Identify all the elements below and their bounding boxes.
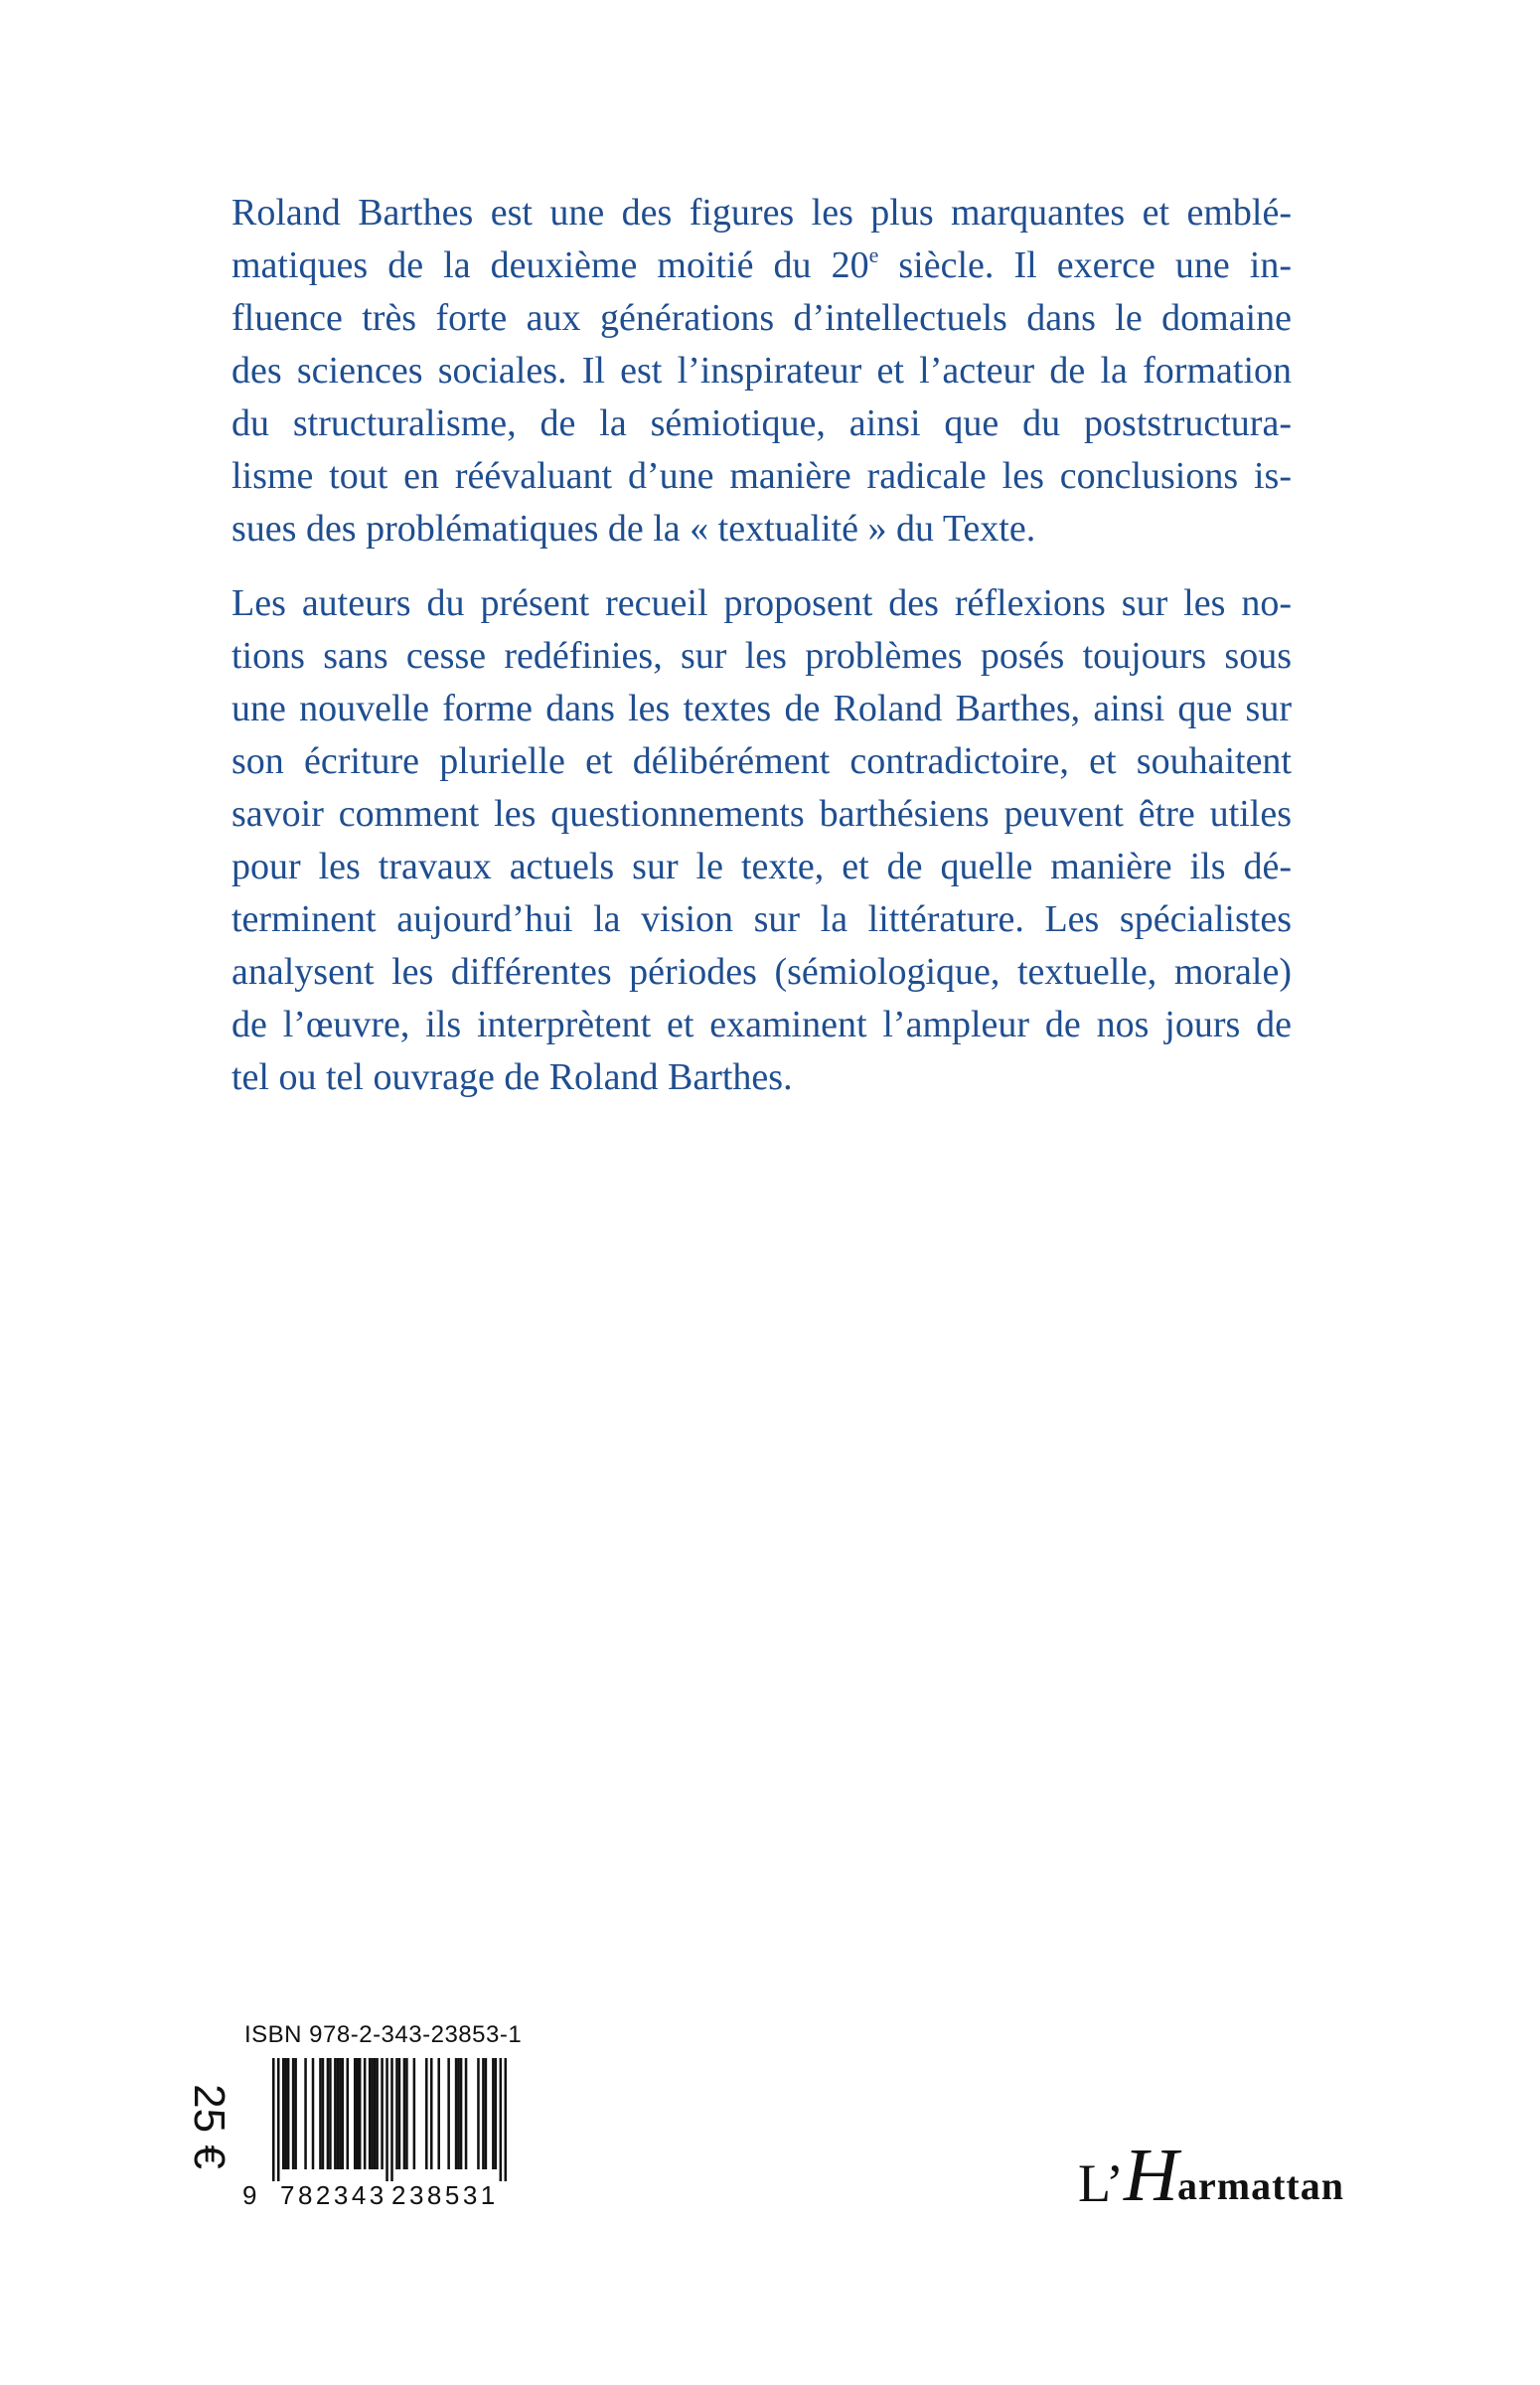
blurb-line: Roland Barthes est une des figures les plus marquantes et emblé- bbox=[231, 192, 1292, 234]
ean-left-group: 782343 bbox=[280, 2180, 387, 2210]
barcode-bar bbox=[282, 2058, 285, 2169]
barcode-bar bbox=[465, 2058, 468, 2169]
blurb-paragraph-1 bbox=[231, 187, 1292, 556]
barcode-bar bbox=[329, 2058, 332, 2169]
barcode-guard-bar bbox=[272, 2058, 275, 2181]
blurb-line: sues des problématiques de la « textualité » du Texte. bbox=[231, 508, 1036, 550]
blurb-line: fluence très forte aux générations d’intellectuels dans le domaine bbox=[231, 297, 1292, 339]
ean-right-group: 238531 bbox=[391, 2180, 499, 2210]
price-label bbox=[179, 2067, 238, 2186]
barcode-bar bbox=[347, 2058, 350, 2169]
barcode-guard-bar bbox=[390, 2058, 393, 2181]
blurb-line bbox=[231, 239, 1292, 292]
barcode-icon bbox=[272, 2058, 507, 2181]
barcode-bar bbox=[457, 2058, 460, 2169]
barcode-bar bbox=[356, 2058, 359, 2169]
publisher-logo bbox=[1078, 2127, 1344, 2217]
blurb-line: du structuralisme, de la sémiotique, ainsi que du poststructura- bbox=[231, 402, 1292, 444]
barcode-bar bbox=[460, 2058, 463, 2169]
barcode-bar bbox=[369, 2058, 372, 2169]
blurb-line: savoir comment les questionnements barthésiens peuvent être utiles bbox=[231, 793, 1292, 835]
barcode-bar bbox=[374, 2058, 377, 2169]
barcode-bar bbox=[403, 2058, 406, 2169]
barcode-bar bbox=[337, 2058, 340, 2169]
barcode-bar bbox=[304, 2058, 307, 2169]
barcode-bar bbox=[287, 2058, 290, 2169]
barcode-bar bbox=[292, 2058, 295, 2169]
barcode-bar bbox=[398, 2058, 401, 2169]
barcode-bar bbox=[364, 2058, 367, 2169]
barcode-bar bbox=[477, 2058, 480, 2169]
blurb-line: terminent aujourd’hui la vision sur la littérature. Les spécialistes bbox=[231, 898, 1292, 940]
blurb-line: de l’œuvre, ils interprètent et examinent l’ampleur de nos jours de bbox=[231, 1004, 1292, 1045]
barcode-bar bbox=[376, 2058, 379, 2169]
blurb-line: tions sans cesse redéfinies, sur les problèmes posés toujours sous bbox=[231, 635, 1292, 677]
barcode-bar bbox=[334, 2058, 337, 2169]
barcode-bar bbox=[455, 2058, 458, 2169]
barcode-guard-bar bbox=[500, 2058, 503, 2181]
barcode-bar bbox=[447, 2058, 450, 2169]
barcode-bar bbox=[425, 2058, 428, 2169]
barcode-guard-bar bbox=[277, 2058, 280, 2181]
barcode-bar bbox=[354, 2058, 357, 2169]
barcode-bar bbox=[327, 2058, 330, 2169]
blurb-line: une nouvelle forme dans les textes de Roland Barthes, ainsi que sur bbox=[231, 688, 1292, 729]
barcode-bar bbox=[312, 2058, 315, 2169]
barcode-guard-bar bbox=[385, 2058, 388, 2181]
barcode-bar bbox=[319, 2058, 322, 2169]
price-text: 25 € bbox=[185, 2084, 233, 2169]
barcode-bar bbox=[482, 2058, 485, 2169]
barcode-bar bbox=[413, 2058, 416, 2169]
barcode-bar bbox=[381, 2058, 384, 2169]
barcode-bar bbox=[359, 2058, 362, 2169]
barcode-bar bbox=[405, 2058, 408, 2169]
barcode-bar bbox=[294, 2058, 297, 2169]
blurb-line: pour les travaux actuels sur le texte, et de quelle manière ils dé- bbox=[231, 846, 1292, 887]
barcode-bar bbox=[284, 2058, 287, 2169]
blurb-line: Les auteurs du présent recueil proposent des réflexions sur les no- bbox=[231, 582, 1292, 624]
ordinal-superscript: e bbox=[868, 242, 879, 267]
barcode-guard-bar bbox=[505, 2058, 507, 2181]
ean-first-digit: 9 bbox=[242, 2180, 257, 2210]
blurb-line-part: matiques de la deuxième moitié du 20 bbox=[231, 244, 869, 286]
blurb-line: son écriture plurielle et délibérément contradictoire, et souhaitent bbox=[231, 740, 1292, 782]
barcode-bar bbox=[322, 2058, 325, 2169]
barcode-bar bbox=[342, 2058, 345, 2169]
blurb-paragraph-2 bbox=[231, 577, 1292, 1104]
barcode-bar bbox=[485, 2058, 488, 2169]
publisher-prefix: L’ bbox=[1078, 2153, 1125, 2213]
publisher-name-rest: armattan bbox=[1177, 2163, 1344, 2208]
publisher-initial: H bbox=[1124, 2134, 1178, 2217]
blurb-line-part: siècle. Il exerce une in- bbox=[878, 244, 1292, 286]
barcode-bar bbox=[339, 2058, 342, 2169]
blurb-line: lisme tout en réévaluant d’une manière radicale les conclusions is- bbox=[231, 455, 1292, 497]
barcode-bar bbox=[371, 2058, 374, 2169]
barcode-bar bbox=[495, 2058, 498, 2169]
barcode-bar bbox=[492, 2058, 495, 2169]
blurb-text bbox=[231, 187, 1292, 1126]
barcode-bar bbox=[437, 2058, 440, 2169]
barcode-bar bbox=[395, 2058, 398, 2169]
blurb-line: des sciences sociales. Il est l’inspirateur et l’acteur de la formation bbox=[231, 350, 1292, 392]
blurb-line: tel ou tel ouvrage de Roland Barthes. bbox=[231, 1056, 793, 1098]
barcode-bar bbox=[430, 2058, 433, 2169]
blurb-line: analysent les différentes périodes (sémiologique, textuelle, morale) bbox=[231, 951, 1292, 993]
isbn-label: ISBN 978-2-343-23853-1 bbox=[244, 2021, 523, 2048]
